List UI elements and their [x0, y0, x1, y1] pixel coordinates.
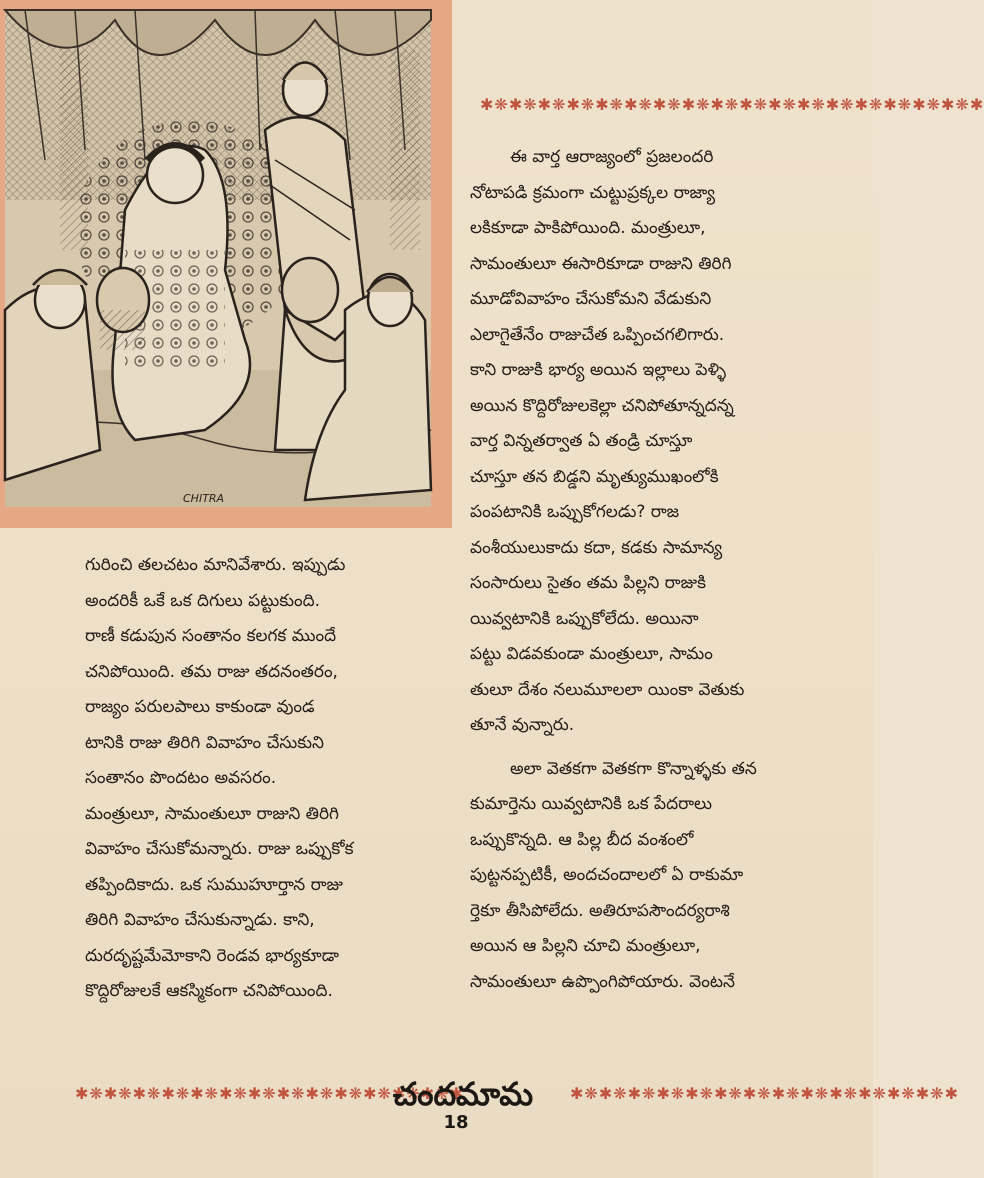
text-line: పుట్టనప్పటికీ, అందచందాలలో ఏ రాకుమా	[470, 865, 744, 885]
text-line: దురదృష్టమేమోకాని రెండవ భార్యకూడా	[85, 945, 339, 966]
text-line: తులూ దేశం నలుమూలలా యింకా వెతుకు	[470, 679, 745, 700]
text-line: పట్టు విడవకుండా మంత్రులూ, సామం	[470, 644, 713, 664]
text-line: రాణీ కడుపున సంతానం కలగక ముందే	[85, 626, 337, 646]
text-line: చనిపోయింది. తమ రాజు తదనంతరం,	[85, 661, 338, 682]
illustration-frame	[0, 0, 452, 528]
text-line: అలా వెతకగా వెతకగా కొన్నాళ్ళకు తన	[510, 758, 757, 779]
text-line: చూస్తూ తన బిడ్డని మృత్యుముఖంలోకి	[470, 466, 719, 487]
text-line: సంతానం పొందటం అవసరం.	[85, 768, 277, 788]
text-line: నోటాపడి క్రమంగా చుట్టుప్రక్కల రాజ్యా	[470, 182, 716, 203]
text-line: మంత్రులూ, సామంతులూ రాజుని తిరిగి	[85, 803, 339, 824]
text-line: కొద్దిరోజులకే ఆకస్మికంగా చనిపోయింది.	[85, 981, 333, 1001]
page-number: 18	[443, 1112, 469, 1133]
text-line: యివ్వటానికి ఒప్పుకోలేదు. అయినా	[470, 608, 699, 629]
text-line: కుమార్తెను యివ్వటానికి ఒక పేదరాలు	[470, 794, 712, 814]
text-line: ఈ వార్త ఆరాజ్యంలో ప్రజలందరి	[510, 147, 714, 167]
text-line: రాజ్యం పరులపాలు కాకుండా వుండ	[85, 697, 315, 717]
text-line: ర్తెకూ తీసిపోలేదు. అతిరూపసౌందర్యరాశి	[470, 900, 730, 921]
text-line: ఎలాగైతేనేం రాజుచేత ఒప్పించగలిగారు.	[470, 324, 725, 345]
text-line: అందరికీ ఒకే ఒక దిగులు పట్టుకుంది.	[85, 590, 320, 611]
text-line: వార్త విన్నతర్వాత ఏ తండ్రి చూస్తూ	[470, 431, 693, 451]
text-line: సామంతులూ ఉప్పొంగిపోయారు. వెంటనే	[470, 971, 735, 992]
ornamental-border-footer-left: ✱❋✱❋✱❋✱❋✱❋✱❋✱❋✱❋✱❋✱❋✱❋✱❋✱❋✱	[75, 1084, 464, 1103]
left-text-column	[85, 548, 450, 1010]
ornamental-border-top: ✱❋✱❋✱❋✱❋✱❋✱❋✱❋✱❋✱❋✱❋✱❋✱❋✱❋✱❋✱❋✱❋✱❋✱	[480, 95, 984, 114]
text-line: వంశీయులుకాదు కదా, కడకు సామాన్య	[470, 537, 723, 558]
text-line: అయిన కొద్దిరోజులకెల్లా చనిపోతూన్నదన్న	[470, 395, 734, 416]
text-line: తప్పిందికాదు. ఒక సుముహూర్తాన రాజు	[85, 874, 343, 895]
text-line: గురించి తలచటం మానివేశారు. ఇప్పుడు	[85, 555, 346, 575]
magazine-title: చందమామ	[392, 1075, 534, 1113]
text-line: తిరిగి వివాహం చేసుకున్నాడు. కాని,	[85, 910, 315, 930]
text-line: సంసారులు సైతం తమ పిల్లని రాజుకి	[470, 573, 707, 593]
text-line: సామంతులూ ఈసారికూడా రాజుని తిరిగి	[470, 253, 732, 274]
royal-court-illustration	[5, 10, 431, 507]
artist-signature: CHITRA	[183, 492, 225, 505]
right-text-column	[470, 140, 842, 1000]
text-line: కాని రాజుకి భార్య అయిన ఇల్లాలు పెళ్ళి	[470, 360, 727, 380]
illustration-drawing	[5, 10, 431, 507]
text-line: ఒప్పుకొన్నది. ఆ పిల్ల బీద వంశంలో	[470, 829, 694, 850]
text-line: వివాహం చేసుకోమన్నారు. రాజు ఒప్పుకోక	[85, 839, 354, 859]
text-line: తూనే వున్నారు.	[470, 715, 575, 735]
text-line: లకికూడా పాకిపోయింది. మంత్రులూ,	[470, 218, 706, 238]
text-line: మూడోవివాహం చేసుకోమని వేడుకుని	[470, 289, 712, 309]
text-line: పంపటానికి ఒప్పుకోగలడు? రాజ	[470, 502, 680, 522]
text-line: టానికి రాజు తిరిగి వివాహం చేసుకుని	[85, 732, 324, 753]
text-line: అయిన ఆ పిల్లని చూచి మంత్రులూ,	[470, 936, 701, 956]
ornamental-border-footer-right: ✱❋✱❋✱❋✱❋✱❋✱❋✱❋✱❋✱❋✱❋✱❋✱❋✱❋✱	[570, 1084, 959, 1103]
